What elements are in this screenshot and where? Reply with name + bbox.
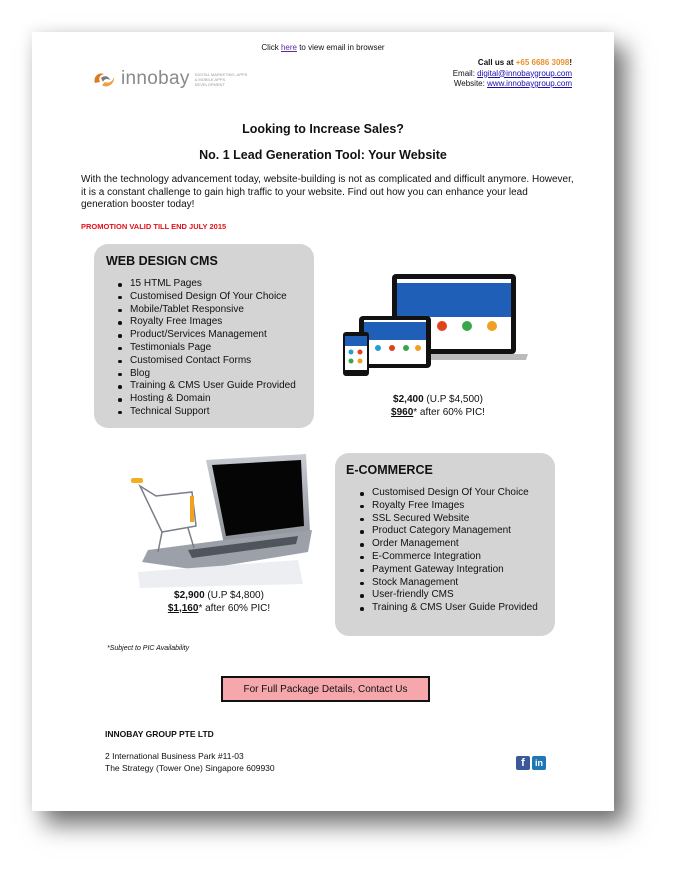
email-line: Email: digital@innobaygroup.com [452,68,572,78]
feature-item: 15 HTML Pages [117,278,296,291]
feature-item: Stock Management [359,577,538,590]
website-line: Website: www.innobaygroup.com [453,79,572,88]
feature-item: Mobile/Tablet Responsive [117,304,296,317]
website-link[interactable]: www.innobaygroup.com [487,79,572,88]
ecommerce-price: $2,900 (U.P $4,800) $1,160* after 60% PIC! [167,590,271,614]
package-title: E-COMMERCE [346,463,433,477]
company-address: 2 International Business Park #11-03 The Strategy (Tower One) Singapore 609930 [105,751,275,773]
feature-item: Training & CMS User Guide Provided [359,602,538,615]
usual-price: (U.P $4,800) [204,590,264,601]
contact-us-button[interactable]: For Full Package Details, Contact Us [221,676,430,702]
view-in-browser-link[interactable]: here [280,43,297,52]
innobay-logo [92,68,251,90]
logo-swirl-icon [92,69,118,89]
feature-item: SSL Secured Website [359,513,538,526]
feature-item: Customised Contact Forms [117,355,296,368]
ecommerce-package-box [335,453,555,636]
feature-item: Order Management [359,538,538,551]
feature-item: Technical Support [117,406,296,419]
phone-number[interactable]: +65 6686 3098 [515,58,570,67]
company-name: INNOBAY GROUP PTE LTD [105,729,214,739]
feature-item: Customised Design Of Your Choice [117,291,296,304]
feature-list [117,278,296,419]
linkedin-icon[interactable]: in [532,756,546,770]
intro-paragraph: With the technology advancement today, website-building is not as complicated and difficult anymore. However, it is a constant challenge to gain high traffic to your website. Find out how you can enhance your lead generation booster today! [81,174,574,211]
facebook-icon[interactable]: f [516,756,530,770]
feature-list [359,487,538,615]
contact-block [453,58,572,90]
feature-item: Hosting & Domain [117,393,296,406]
subheadline: No. 1 Lead Generation Tool: Your Website [199,148,447,162]
web-design-package-box [94,244,314,428]
web-design-price: $2,400 (U.P $4,500) $960* after 60% PIC! [391,394,485,418]
pic-price: $960 [391,406,414,418]
email-link[interactable]: digital@innobaygroup.com [477,68,572,78]
headline: Looking to Increase Sales? [242,122,404,136]
price-value: $2,400 [393,394,424,405]
pic-price: $1,160 [167,602,199,614]
usual-price: (U.P $4,500) [423,394,483,405]
view-in-browser-line: Click here to view email in browser [261,43,385,52]
package-title: WEB DESIGN CMS [106,254,218,268]
feature-item: Blog [117,368,296,381]
social-links [516,756,546,770]
email-page [32,32,614,811]
promo-text: PROMOTION VALID TILL END JULY 2015 [81,222,227,231]
pic-availability-note: *Subject to PIC Availability [107,645,190,652]
feature-item: E-Commerce Integration [359,551,538,564]
feature-item: User-friendly CMS [359,589,538,602]
feature-item: Product Category Management [359,525,538,538]
feature-item: Customised Design Of Your Choice [359,487,538,500]
call-line: Call us at +65 6686 3098! [477,58,572,67]
logo-wordmark: innobay [121,68,190,89]
feature-item: Payment Gateway Integration [359,564,538,577]
feature-item: Training & CMS User Guide Provided [117,380,296,393]
feature-item: Royalty Free Images [117,316,296,329]
responsive-devices-image [342,272,532,377]
logo-tagline: DIGITAL MARKETING, APPS & MOBILE APPS DEVELOPMENT [194,71,248,87]
laptop-shopping-cart-image [128,452,313,588]
feature-item: Product/Services Management [117,329,296,342]
feature-item: Testimonials Page [117,342,296,355]
feature-item: Royalty Free Images [359,500,538,513]
price-value: $2,900 [174,590,205,601]
